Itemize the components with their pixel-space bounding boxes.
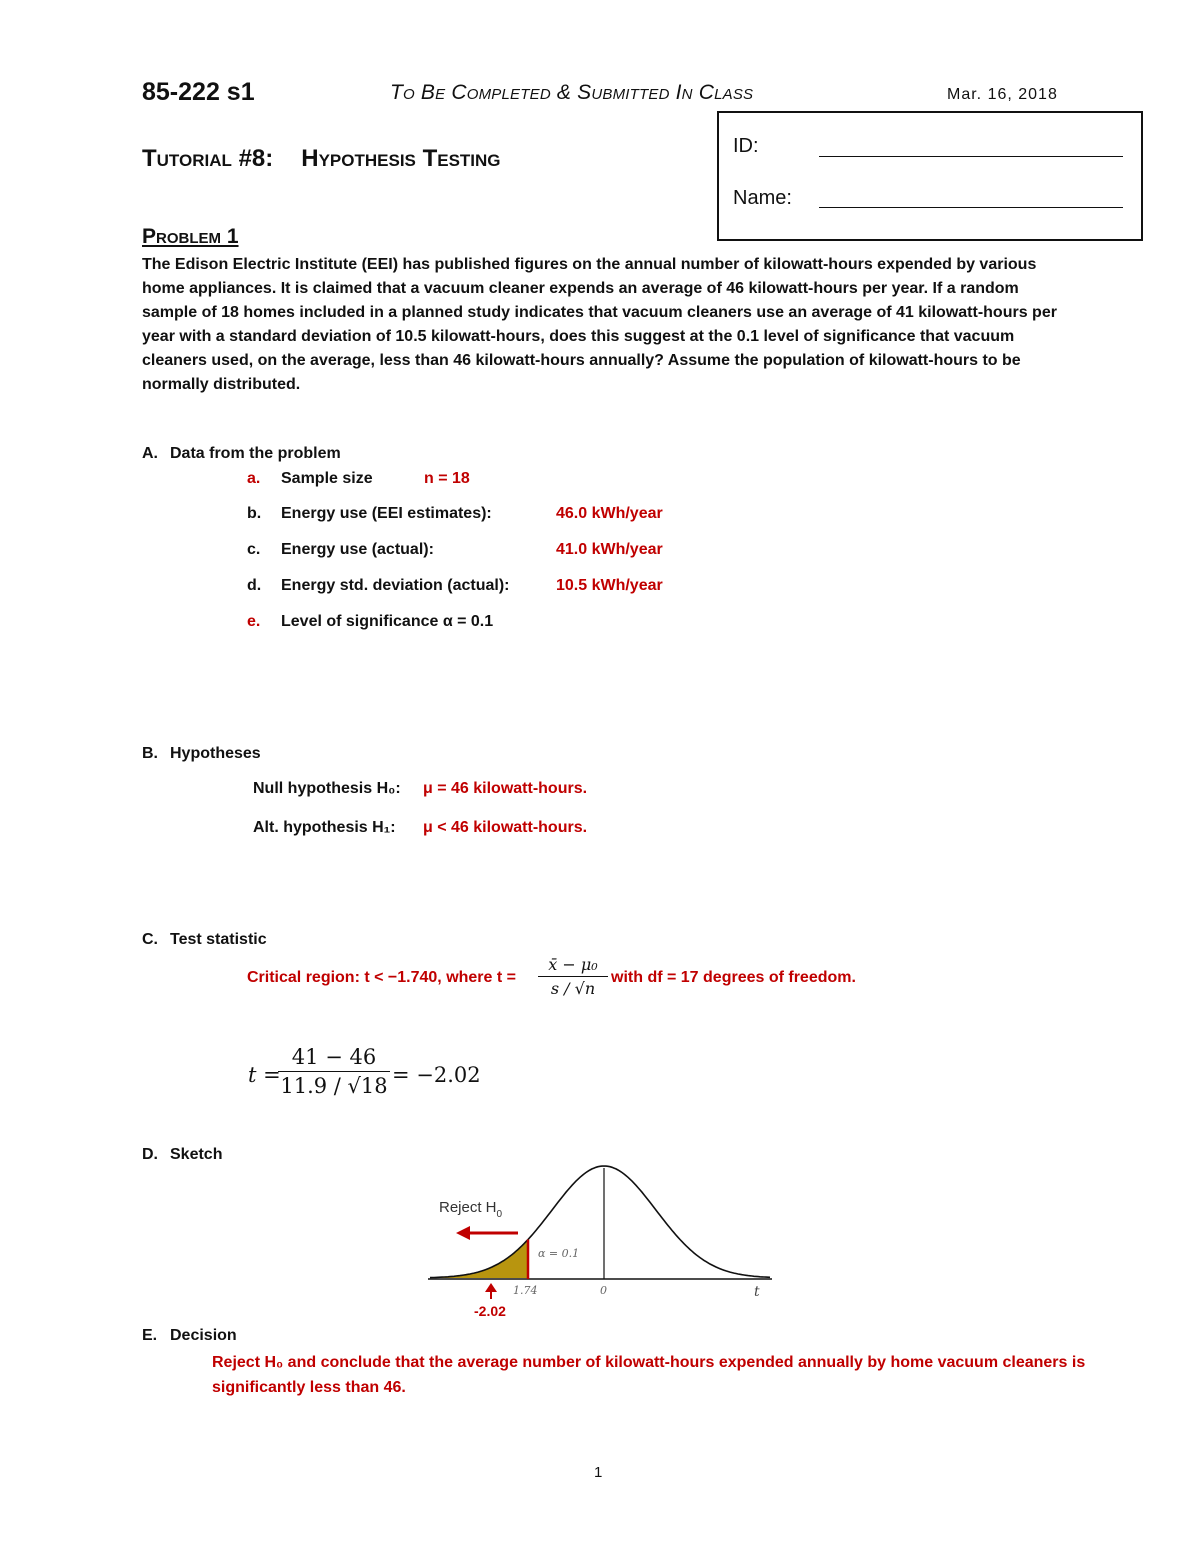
t-calc-numerator: 41 − 46 [278,1045,390,1072]
item-value: n = 18 [424,470,470,487]
t-formula [538,955,608,998]
tutorial-number: Tutorial #8: [142,145,274,172]
critical-region [247,969,516,987]
item-label: Sample size [281,470,373,487]
t-formula-denominator: s / √n [550,979,596,998]
alt-hypothesis-label: Alt. hypothesis H₁: [253,819,396,836]
test-statistic-arrow-icon [485,1283,497,1292]
section-b-heading [142,745,261,763]
null-hypothesis [253,780,588,798]
alt-hypothesis-value: μ < 46 kilowatt-hours. [423,819,588,836]
section-a-heading [142,445,341,463]
item-label: Energy use (actual): [281,541,434,558]
reject-arrow-icon [456,1226,470,1240]
item-key: a. [247,470,261,487]
section-e-title: Decision [170,1327,237,1344]
section-a-title: Data from the problem [170,445,341,462]
zero-tick-label: 0 [600,1284,607,1297]
item-key: e. [247,613,261,630]
id-label: ID: [733,135,759,157]
page-number: 1 [594,1464,603,1481]
section-d-letter: D. [142,1146,158,1163]
item-label: Energy use (EEI estimates): [281,505,492,522]
t-calc-denominator: 11.9 / √18 [280,1074,388,1098]
item-key: b. [247,505,262,522]
tutorial-topic: Hypothesis Testing [301,145,501,172]
degrees-of-freedom: with df = 17 degrees of freedom. [611,969,856,986]
t-distribution-sketch [420,1160,790,1322]
test-statistic-label: -2.02 [474,1303,506,1319]
alpha-label: α = 0.1 [538,1247,580,1260]
t-formula-numerator: x̄ − μ₀ [538,955,608,977]
null-hypothesis-value: μ = 46 kilowatt-hours. [423,780,588,797]
name-label: Name: [733,187,792,209]
id-field[interactable] [819,156,1123,157]
item-label: Energy std. deviation (actual): [281,577,510,594]
item-value: 46.0 kWh/year [556,505,663,522]
section-b-title: Hypotheses [170,745,261,762]
section-d-title: Sketch [170,1146,223,1163]
problem-heading: Problem 1 [142,225,239,248]
alt-hypothesis [253,819,588,837]
name-field[interactable] [819,207,1123,208]
section-c-letter: C. [142,931,158,948]
section-b-letter: B. [142,745,158,762]
item-key: d. [247,577,262,594]
date: Mar. 16, 2018 [947,86,1058,103]
t-calc-lhs: t = [248,1063,281,1087]
section-e-letter: E. [142,1327,158,1344]
id-name-box [717,111,1143,241]
item-key: c. [247,541,261,558]
critical-region-text: Critical region: t < −1.740, where t = [247,969,516,986]
decision-text: Reject H₀ and conclude that the average number of kilowatt-hours expended annually by home vacuum cleaners is significantly less than 46. [212,1354,1086,1396]
reject-h0-label: Reject $H_0$ [439,1199,503,1220]
item-value: 41.0 kWh/year [556,541,663,558]
t-calc-result: = −2.02 [392,1063,481,1087]
section-a-letter: A. [142,445,158,462]
critical-tick-label: 1.74 [513,1284,538,1297]
section-c-heading [142,931,267,949]
t-distribution-curve [430,1166,770,1278]
section-d-heading [142,1146,222,1164]
null-hypothesis-label: Null hypothesis H₀: [253,780,401,797]
submission-note: To Be Completed & Submitted In Class [390,81,754,104]
item-label: Level of significance α = 0.1 [281,613,494,630]
t-axis-label: t [754,1284,760,1300]
section-e-heading [142,1327,237,1345]
course-code: 85-222 s1 [142,78,255,106]
section-c-title: Test statistic [170,931,267,948]
item-value: 10.5 kWh/year [556,577,663,594]
page-title [142,145,501,173]
problem-text: The Edison Electric Institute (EEI) has published figures on the annual number of kilowatt-hours expended by various home appliances. It is claimed that a vacuum cleaner expends an average of 46 kilowatt-hours per year. If a random sample of 18 homes included in a planned study indicates that vacuum cleaners use an average of 41 kilowatt-hours per year with a standard deviation of 10.5 kilowatt-hours, does this suggest at the 0.1 level of significance that vacuum cleaners used, on the average, less than 46 kilowatt-hours annually? Assume the population of kilowatt-hours to be normally distributed. [142,256,1057,393]
